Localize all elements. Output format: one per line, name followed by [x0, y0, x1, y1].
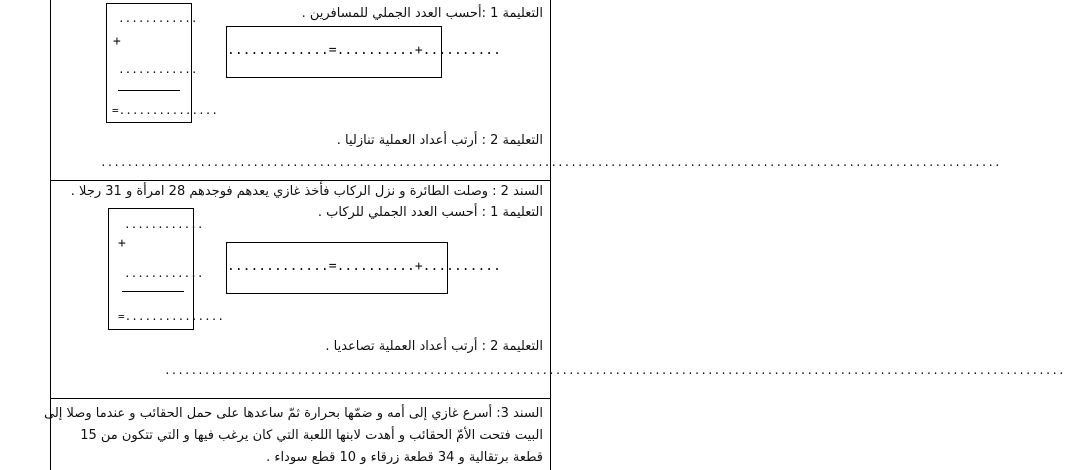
section2-equation: .............=..........+.......... [227, 259, 501, 274]
section3-line1: السند 3: أسرع غازي إلى أمه و ضمّها بحرارة ثمّ ساعدها على حمل الحقائب و عندما وصلا إلى [44, 406, 543, 421]
section1-vertical-result[interactable]: =............... [112, 104, 218, 117]
section2-instruction1: التعليمة 1 : أحسب العدد الجملي للركاب . [317, 205, 543, 220]
section-divider-2 [50, 398, 550, 399]
section1-instruction2: التعليمة 2 : أرتب أعداد العملية تنازليا . [336, 133, 543, 148]
section1-plus-sign: + [113, 34, 121, 49]
section2-equation-box[interactable] [226, 242, 501, 294]
section2-plus-sign: + [118, 236, 126, 251]
section2-vertical-top-dots: ............ [124, 218, 204, 231]
section1-vertical-top-dots: ............ [118, 12, 198, 25]
section2-vertical-mid-dots: ............ [124, 267, 204, 280]
section1-vertical-mid-dots: ............ [118, 63, 198, 76]
section1-instruction1: التعليمة 1 :أحسب العدد الجملي للمسافرين . [301, 6, 543, 21]
section2-instruction2: التعليمة 2 : أرتب أعداد العملية تصاعديا . [325, 339, 543, 354]
section2-sanad: السند 2 : وصلت الطائرة و نزل الركاب فأخذ غازي يعدهم فوجدهم 28 امرأة و 31 رجلا . [70, 184, 543, 199]
section2-sum-line [122, 291, 184, 292]
section2-answer-line[interactable]: ........................................................................................................................................ [164, 364, 1065, 377]
section3-line3: قطعة برتقالية و 34 قطعة زرقاء و 10 قطع سوداء . [266, 450, 543, 465]
section1-equation: .............=..........+.......... [227, 43, 501, 58]
section-divider-1 [50, 180, 550, 181]
section3-line2: البيت فتحت الأمّ الحقائب و أهدت لابنها اللعبة التي كان يرغب فيها و التي تتكون من 15 [80, 428, 543, 443]
section1-sum-line [118, 90, 180, 91]
section2-vertical-result[interactable]: =............... [118, 310, 224, 323]
section1-equation-box[interactable] [226, 26, 501, 78]
section1-answer-line[interactable]: ........................................................................................................................................ [100, 156, 1001, 169]
